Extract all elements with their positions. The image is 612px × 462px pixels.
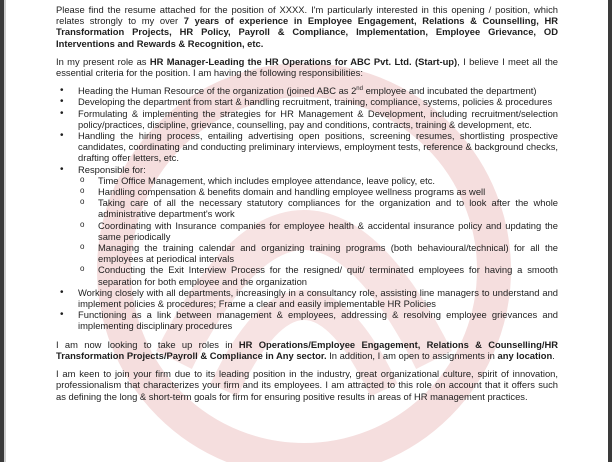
intro-text: Please find the resume attached for the position of XXXX. I'm particularly interested in this opening / position, which relates strongly to my over (56, 4, 558, 27)
list-item-text: Developing the department from start & handling recruitment, training, compliance, systems, policies & procedures (78, 96, 553, 108)
target-text-mid: In addition, I am open to assignments in (326, 349, 498, 361)
sub-list-item: o Managing the training calendar and organizing training programs (both behavioural/technical) for all the employees at periodical intervals (78, 242, 558, 264)
role-text-after: , I believe I meet all the essential criteria for the position. I am having the following responsibilities: (56, 55, 558, 79)
responsible-for-label: Responsible for: (78, 163, 146, 175)
list-item (56, 108, 558, 130)
sub-list-item: o Taking care of all the necessary statutory compliances for the organization and to look after the whole administrative department's work (78, 197, 558, 219)
list-item-text: employee and incubated the department) (362, 85, 537, 97)
list-item: • Working closely with all departments, increasingly in a consultancy role, assisting line managers to understand and implement policies & procedures; Frame a clear and easily implementable HR Policies (56, 287, 558, 309)
list-item (56, 96, 558, 107)
list-item (56, 164, 558, 287)
sub-list-item: o Handling compensation & benefits domain and handling employee wellness programs as well (78, 186, 558, 197)
intro-paragraph (56, 4, 558, 49)
superscript: nd (356, 86, 363, 93)
target-text-after: . (552, 349, 555, 361)
target-text-before: I am now looking to take up roles in (56, 338, 239, 350)
role-bold-text: HR Manager-Leading the HR Operations for ABC Pvt. Ltd. (Start-up) (149, 55, 458, 67)
role-text-before: In my present role as (56, 55, 150, 67)
role-paragraph (56, 56, 558, 78)
list-item-text: Formulating & implementing the strategies for HR Management & Development, including recruitment/selection policy/practices, discipline, grievance, counselling, pay and conditions, contracts, training & development, etc. (78, 107, 558, 130)
list-item-text: Heading the Human Resource of the organization (joined ABC as 2 (78, 85, 357, 97)
role-target-paragraph (56, 339, 558, 361)
page-edge (4, 0, 6, 462)
sub-list-item: o Coordinating with Insurance companies for employee health & accidental insurance policy and updating the same periodically (78, 220, 558, 242)
closing-paragraph: I am keen to join your firm due to its leading position in the industry, great organizational culture, spirit of innovation, professionalism that characterizes your firm and its employees. I am attracted to this role on account that it offers such as defining the long & short-term goals for firm for ensuring positive results in areas of HR management practices. (56, 368, 558, 402)
target-bold-text: HR Operations/Employee Engagement, Relations & Counselling/HR Transformation Projects/Payroll & Compliance in Any sector. (56, 338, 558, 361)
sub-list-item: o Time Office Management, which includes employee attendance, leave policy, etc. (78, 175, 558, 186)
list-item-text: Handling the hiring process, entailing advertising open positions, screening resumes, shortlisting prospective candidates, coordinating and conducting preliminary interviews, employment tests, reference & background checks, drafting offer letters, etc. (78, 130, 558, 164)
document-page (4, 0, 608, 462)
responsible-for-list (78, 175, 558, 287)
list-item (56, 85, 558, 96)
responsibilities-list (56, 85, 558, 331)
list-item: • Functioning as a link between management & employees, addressing & resolving employee grievances and implementing disciplinary procedures (56, 309, 558, 331)
letter-body (56, 4, 558, 409)
intro-bold-text: 7 years of experience in Employee Engagement, Relations & Counselling, HR Transformation Projects, HR Policy, Payroll & Compliance, Implementation, Employee Grievance, OD Interventions and Rewards & Recognition, etc. (56, 15, 558, 49)
sub-list-item: o Conducting the Exit Interview Process for the resigned/ quit/ terminated employees for having a smooth separation for both employee and the organization (78, 264, 558, 286)
list-item (56, 130, 558, 164)
target-bold-location: any location (497, 349, 553, 361)
